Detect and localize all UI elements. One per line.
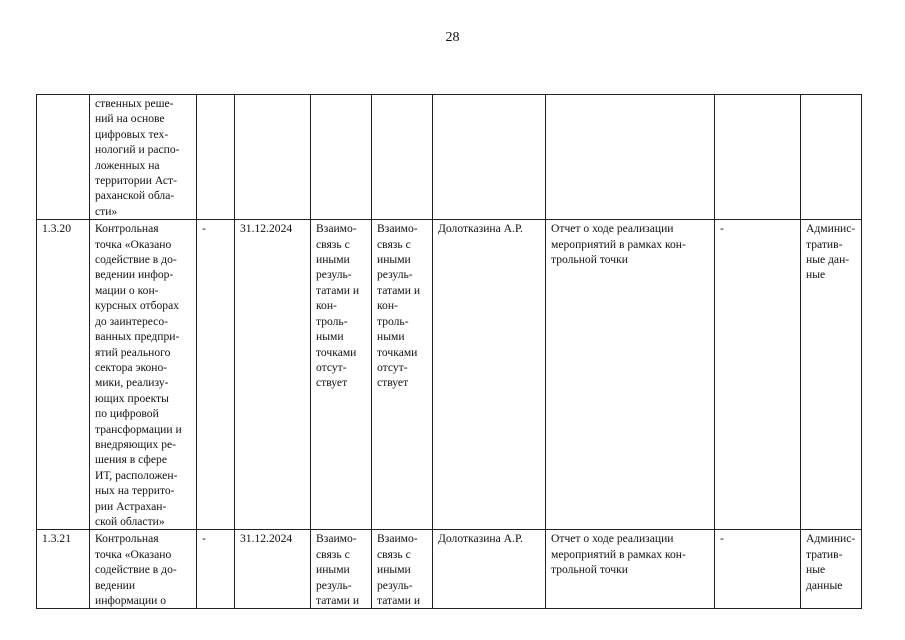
- confirming-document: [546, 530, 715, 609]
- cell-line: ными: [316, 330, 344, 344]
- cell-line: резуль-: [316, 578, 352, 592]
- cell-line: ской области»: [95, 514, 165, 528]
- cell-line: Контрольная: [95, 532, 159, 546]
- confirming-document: [546, 95, 715, 220]
- cell-line: троль-: [377, 314, 409, 328]
- cell-line: тратив-: [806, 237, 843, 251]
- responsible-person: Долотказина А.Р.: [433, 530, 546, 609]
- cell-line: трансформации и: [95, 422, 182, 436]
- cell-line: кон-: [377, 299, 398, 313]
- information-system: [801, 220, 862, 530]
- control-point-name: [90, 95, 197, 220]
- cell-line: мероприятий в рамках кон-: [551, 547, 686, 561]
- cell-line: троль-: [316, 314, 348, 328]
- base-value: [197, 95, 235, 220]
- cell-line: Взаимо-: [377, 222, 418, 236]
- cell-line: точками: [377, 345, 418, 359]
- cell-line: Админис-: [806, 222, 856, 236]
- cell-line: связь с: [377, 547, 411, 561]
- cell-line: Взаимо-: [316, 532, 357, 546]
- cell-line: нологий и распо-: [95, 143, 180, 157]
- cell-line: ложенных на: [95, 158, 160, 172]
- cell-line: данные: [806, 578, 843, 592]
- cell-line: ные: [806, 563, 826, 577]
- cell-line: шения в сфере: [95, 453, 167, 467]
- cell-line: ющих проекты: [95, 391, 169, 405]
- control-point-name: [90, 530, 197, 609]
- responsible-person: [433, 95, 546, 220]
- cell-line: татами и: [316, 283, 360, 297]
- table-row: [37, 95, 862, 220]
- cell-line: отсут-: [377, 360, 408, 374]
- cell-line: раханской обла-: [95, 189, 175, 203]
- row-number: 1.3.21: [37, 530, 90, 609]
- successor-links: [372, 220, 433, 530]
- cell-line: содействие в до-: [95, 563, 177, 577]
- cell-line: ные дан-: [806, 253, 850, 267]
- successor-links: [372, 95, 433, 220]
- cell-line: резуль-: [377, 578, 413, 592]
- cell-line: курсных отборах: [95, 299, 180, 313]
- cell-line: Контрольная: [95, 222, 159, 236]
- responsible-person: Долотказина А.Р.: [433, 220, 546, 530]
- cell-line: точка «Оказано: [95, 547, 172, 561]
- cell-line: татами и: [377, 283, 421, 297]
- cell-line: отсут-: [316, 360, 347, 374]
- cell-line: ствует: [377, 376, 409, 390]
- cell-line: Отчет о ходе реализации: [551, 532, 674, 546]
- due-date: 31.12.2024: [235, 220, 311, 530]
- cell-line: точками: [316, 345, 357, 359]
- control-points-table: [36, 94, 862, 609]
- cell-line: до заинтересо-: [95, 314, 168, 328]
- cell-line: ИТ, расположен-: [95, 468, 178, 482]
- cell-line: иными: [316, 253, 350, 267]
- successor-links: [372, 530, 433, 609]
- cell-line: татами и: [316, 594, 360, 607]
- base-value: -: [197, 220, 235, 530]
- cell-line: ными: [377, 330, 405, 344]
- row-number: 1.3.20: [37, 220, 90, 530]
- cell-line: рии Астрахан-: [95, 499, 167, 513]
- predecessor-links: [311, 530, 372, 609]
- cell-line: ных на террито-: [95, 484, 175, 498]
- page-number: 28: [445, 30, 460, 45]
- cell-line: иными: [377, 563, 411, 577]
- cell-line: информации о: [95, 594, 167, 607]
- information-source: -: [715, 220, 801, 530]
- cell-line: ведении: [95, 578, 136, 592]
- cell-line: иными: [316, 563, 350, 577]
- control-point-name: [90, 220, 197, 530]
- table-row: [37, 530, 862, 609]
- cell-line: татами и: [377, 594, 421, 607]
- cell-line: Взаимо-: [316, 222, 357, 236]
- cell-line: ные: [806, 268, 826, 282]
- cell-line: ведении инфор-: [95, 268, 174, 282]
- cell-line: сектора эконо-: [95, 360, 168, 374]
- cell-line: территории Аст-: [95, 174, 177, 188]
- predecessor-links: [311, 220, 372, 530]
- cell-line: внедряющих ре-: [95, 437, 176, 451]
- cell-line: по цифровой: [95, 407, 159, 421]
- cell-line: мероприятий в рамках кон-: [551, 237, 686, 251]
- cell-line: Отчет о ходе реализации: [551, 222, 674, 236]
- cell-line: резуль-: [316, 268, 352, 282]
- base-value: -: [197, 530, 235, 609]
- cell-line: ственных реше-: [95, 97, 174, 110]
- cell-line: трольной точки: [551, 253, 628, 267]
- cell-line: связь с: [316, 547, 350, 561]
- cell-line: ствует: [316, 376, 348, 390]
- information-source: [715, 95, 801, 220]
- cell-line: связь с: [377, 237, 411, 251]
- cell-line: Взаимо-: [377, 532, 418, 546]
- due-date: 31.12.2024: [235, 530, 311, 609]
- cell-line: содействие в до-: [95, 253, 177, 267]
- information-system: [801, 95, 862, 220]
- information-system: [801, 530, 862, 609]
- cell-line: кон-: [316, 299, 337, 313]
- cell-line: сти»: [95, 204, 118, 218]
- cell-line: цифровых тех-: [95, 127, 169, 141]
- cell-line: связь с: [316, 237, 350, 251]
- cell-line: тратив-: [806, 547, 843, 561]
- cell-line: ний на основе: [95, 112, 165, 126]
- cell-line: ятий реального: [95, 345, 171, 359]
- cell-line: ванных предпри-: [95, 330, 180, 344]
- table-row: [37, 220, 862, 530]
- cell-line: трольной точки: [551, 563, 628, 577]
- confirming-document: [546, 220, 715, 530]
- cell-line: иными: [377, 253, 411, 267]
- cell-line: мики, реализу-: [95, 376, 169, 390]
- predecessor-links: [311, 95, 372, 220]
- row-number: [37, 95, 90, 220]
- due-date: [235, 95, 311, 220]
- cell-line: мации о кон-: [95, 283, 159, 297]
- cell-line: точка «Оказано: [95, 237, 172, 251]
- cell-line: Админис-: [806, 532, 856, 546]
- information-source: -: [715, 530, 801, 609]
- cell-line: резуль-: [377, 268, 413, 282]
